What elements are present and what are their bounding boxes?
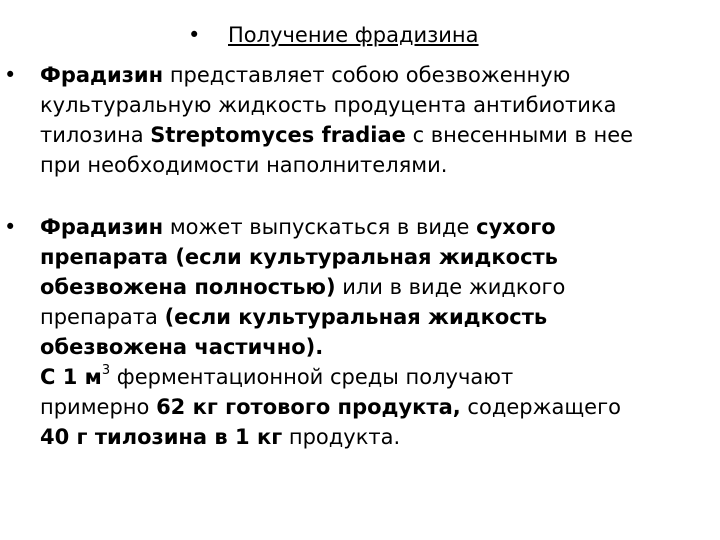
- bold-text: сухого: [476, 215, 556, 239]
- bold-term: Фрадизин: [40, 215, 164, 239]
- text-line: [40, 362, 710, 392]
- bold-term: Фрадизин: [40, 63, 164, 87]
- bullet: •: [4, 63, 17, 87]
- bold-text: 62 кг готового продукта,: [156, 395, 461, 419]
- superscript: 3: [101, 363, 111, 378]
- text-run: или в виде жидкого: [335, 275, 566, 299]
- bullet: •: [188, 23, 201, 47]
- text-run: может выпускаться в виде: [163, 215, 477, 239]
- text-run: продукта.: [282, 425, 401, 449]
- text-line: [40, 422, 710, 452]
- slide-title: Получение фрадизина: [228, 23, 479, 47]
- text-line: [40, 332, 710, 362]
- text-run: содержащего: [460, 395, 621, 419]
- paragraph-fradizin-forms: [4, 212, 710, 452]
- text-run: с внесенными в нее: [405, 123, 634, 147]
- paragraph-fradizin-definition: [4, 60, 710, 180]
- text-line: [40, 212, 710, 242]
- text-run: примерно: [40, 395, 157, 419]
- bold-text: обезвожена частично).: [40, 335, 324, 359]
- bold-text: (если культуральная жидкость: [164, 305, 548, 329]
- bold-text: С 1 м: [40, 365, 102, 389]
- text-line: [40, 242, 710, 272]
- text-run: представляет собою обезвоженную: [163, 63, 571, 87]
- text-run: ферментационной среды получают: [110, 365, 514, 389]
- text-run: тилозина: [40, 123, 151, 147]
- text-line: культуральную жидкость продуцента антибиотика: [40, 93, 617, 117]
- text-line: [40, 272, 710, 302]
- text-run: препарата: [40, 305, 165, 329]
- text-line: при необходимости наполнителями.: [40, 153, 448, 177]
- bold-text: 40 г тилозина в 1 кг: [40, 425, 283, 449]
- bold-species-name: Streptomyces fradiae: [150, 123, 406, 147]
- text-line: [40, 302, 710, 332]
- bullet: •: [4, 215, 17, 239]
- bold-text: препарата (если культуральная жидкость: [40, 245, 558, 269]
- text-line: [40, 60, 710, 90]
- text-line: [40, 392, 710, 422]
- text-line: [40, 120, 710, 150]
- bold-text: обезвожена полностью): [40, 275, 336, 299]
